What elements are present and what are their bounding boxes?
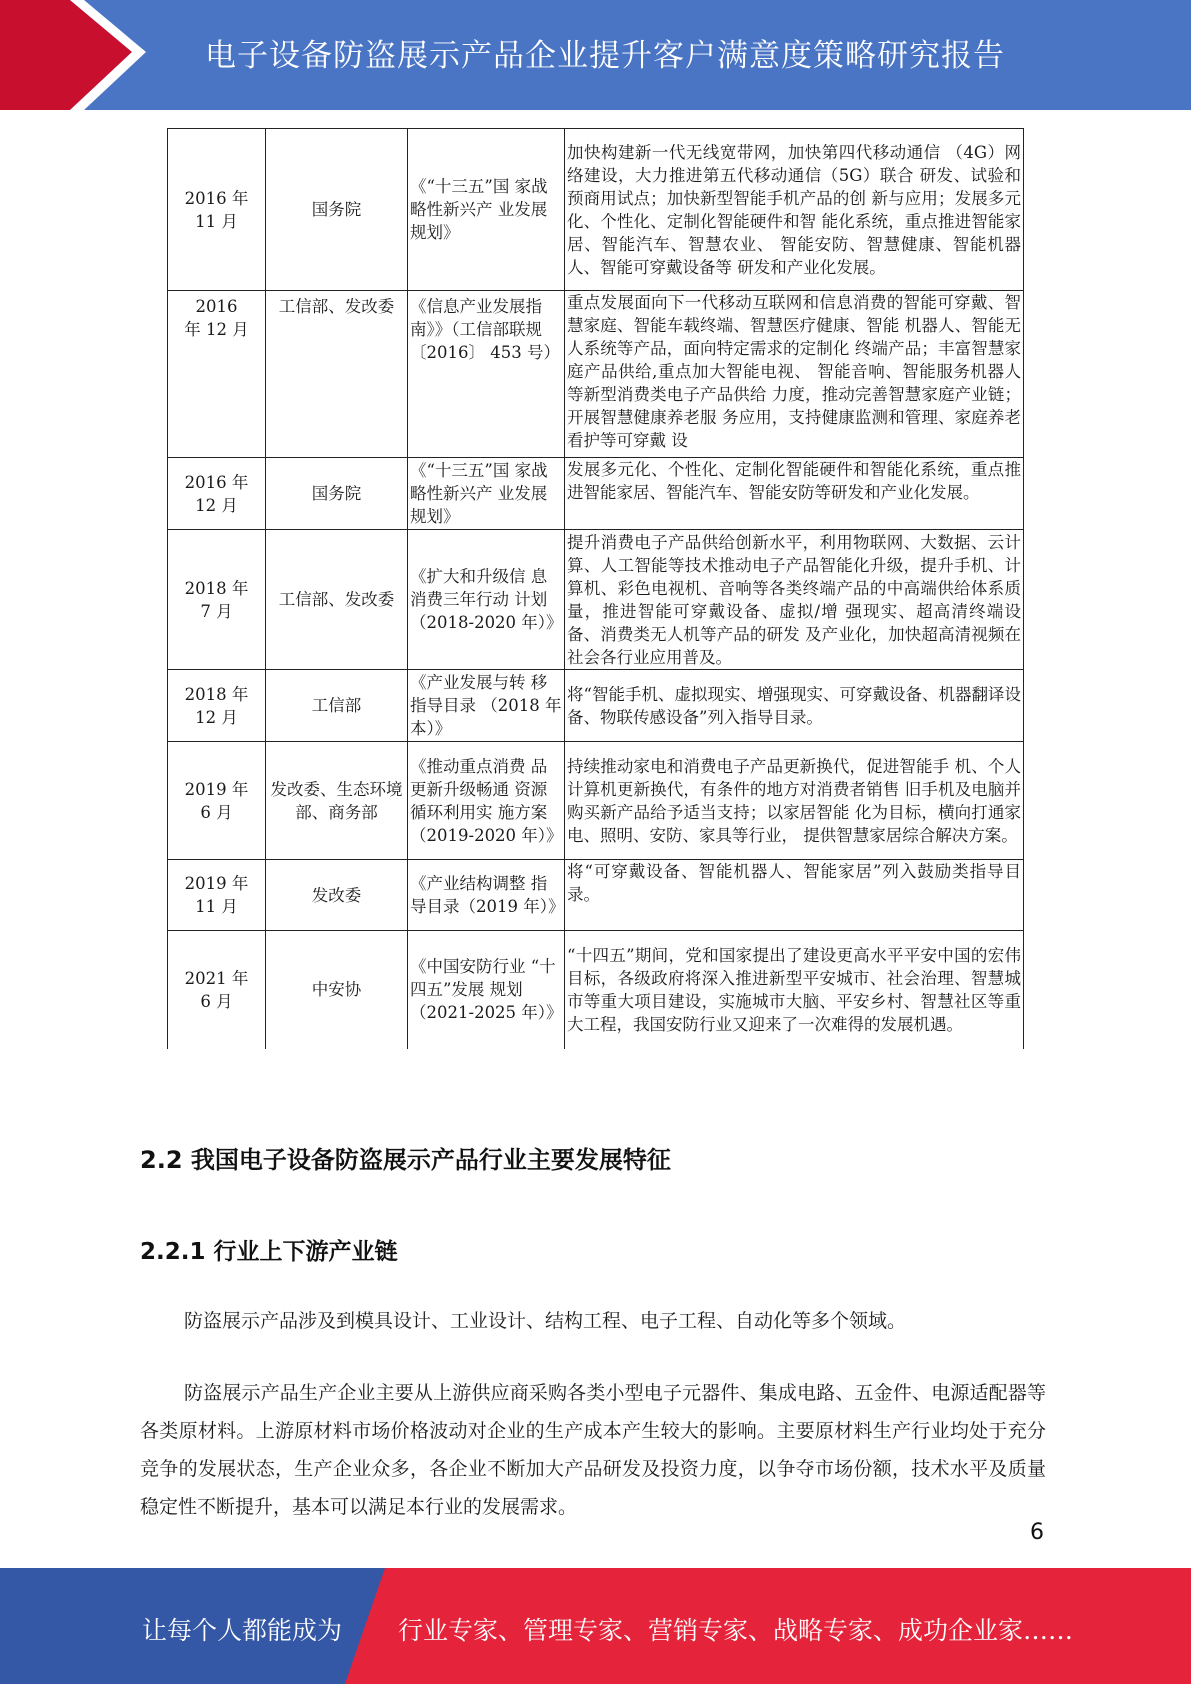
- section-heading: 2.2 我国电子设备防盗展示产品行业主要发展特征: [140, 1146, 671, 1174]
- policy-content: 持续推动家电和消费电子产品更新换代，促进智能手 机、个人计算机更新换代，有条件的地方对消费者销售 旧手机及电脑并购买新产品给予适当支持；以家居智能 化为目标，横向打通家电、照明、安防、家具等行业， 提供智慧家居综合解决方案。: [565, 742, 1024, 860]
- table-row: [168, 670, 1024, 742]
- policy-issuer: 发改委、生态环境部、商务部: [266, 742, 408, 860]
- body-paragraph: 防盗展示产品生产企业主要从上游供应商采购各类小型电子元器件、集成电路、五金件、电源适配器等各类原材料。上游原材料市场价格波动对企业的生产成本产生较大的影响。主要原材料生产行业均处于充分竞争的发展状态，生产企业众多，各企业不断加大产品研发及投资力度，以争夺市场份额，技术水平及质量稳定性不断提升，基本可以满足本行业的发展需求。: [140, 1382, 1046, 1518]
- policy-issuer: 国务院: [266, 458, 408, 530]
- policy-document: 《扩大和升级信 息消费三年行动 计划（2018-2020 年）》: [408, 530, 565, 670]
- policy-table: [167, 128, 1024, 1049]
- policy-issuer: 工信部: [266, 670, 408, 742]
- policy-content: “十四五”期间，党和国家提出了建设更高水平平安中国的宏伟目标，各级政府将深入推进新型平安城市、社会治理、智慧城市等重大项目建设，实施城市大脑、平安乡村、智慧社区等重大工程，我国安防行业又迎来了一次难得的发展机遇。: [565, 931, 1024, 1049]
- policy-document: 《信息产业发展指南》》（工信部联规〔2016〕 453 号）: [408, 291, 565, 458]
- page-number: 6: [1030, 1520, 1044, 1545]
- table-row: [168, 742, 1024, 860]
- table-row: [168, 458, 1024, 530]
- policy-issuer: 发改委: [266, 860, 408, 931]
- policy-document: 《推动重点消费 品更新升级畅通 资源循环利用实 施方案（2019-2020 年）》: [408, 742, 565, 860]
- table-row: [168, 530, 1024, 670]
- table-row: [168, 129, 1024, 291]
- policy-content: 发展多元化、个性化、定制化智能硬件和智能化系统，重点推进智能家居、智能汽车、智能安防等研发和产业化发展。: [565, 458, 1024, 530]
- policy-date: 2016 年 12 月: [168, 291, 266, 458]
- table-row: [168, 931, 1024, 1049]
- policy-issuer: 工信部、发改委: [266, 291, 408, 458]
- policy-content: 提升消费电子产品供给创新水平，利用物联网、大数据、云计算、人工智能等技术推动电子产品智能化升级，提升手机、计算机、彩色电视机、音响等各类终端产品的中高端供给体系质量，推进智能可穿戴设备、虚拟/增 强现实、超高清终端设备、消费类无人机等产品的研发 及产业化，加快超高清视频在社会各行业应用普及。: [565, 530, 1024, 670]
- table-row: [168, 291, 1024, 458]
- subsection-heading: 2.2.1 行业上下游产业链: [140, 1239, 398, 1265]
- policy-date: 2019 年 11 月: [168, 860, 266, 931]
- footer-slogan-left: 让每个人都能成为: [142, 1616, 343, 1645]
- policy-date: 2016 年 12 月: [168, 458, 266, 530]
- policy-date: 2021 年 6 月: [168, 931, 266, 1049]
- policy-document: 《“十三五”国 家战略性新兴产 业发展规划》: [408, 458, 565, 530]
- body-paragraph: 防盗展示产品涉及到模具设计、工业设计、结构工程、电子工程、自动化等多个领域。: [184, 1310, 907, 1332]
- policy-document: 《“十三五”国 家战略性新兴产 业发展规划》: [408, 129, 565, 291]
- policy-content: 将“智能手机、虚拟现实、增强现实、可穿戴设备、机器翻译设备、物联传感设备”列入指导目录。: [565, 670, 1024, 742]
- footer-slogan-right: 行业专家、管理专家、营销专家、战略专家、成功企业家……: [398, 1616, 1074, 1645]
- policy-date: 2019 年 6 月: [168, 742, 266, 860]
- policy-document: 《产业结构调整 指导目录（2019 年）》: [408, 860, 565, 931]
- policy-issuer: 工信部、发改委: [266, 530, 408, 670]
- policy-date: 2016 年 11 月: [168, 129, 266, 291]
- report-title: 电子设备防盗展示产品企业提升客户满意度策略研究报告: [205, 38, 1005, 74]
- page-header: [0, 0, 1191, 110]
- policy-issuer: 国务院: [266, 129, 408, 291]
- policy-document: 《中国安防行业 “十四五”发展 规划（2021-2025 年）》: [408, 931, 565, 1049]
- policy-content: 重点发展面向下一代移动互联网和信息消费的智能可穿戴、智慧家庭、智能车载终端、智慧医疗健康、智能 机器人、智能无人系统等产品，面向特定需求的定制化 终端产品；丰富智慧家庭产品供给,重点加大智能电视、 智能音响、智能服务机器人等新型消费类电子产品供给 力度，推动完善智慧家庭产业链；开展智慧健康养老服 务应用，支持健康监测和管理、家庭养老看护等可穿戴 设: [565, 291, 1024, 458]
- policy-issuer: 中安协: [266, 931, 408, 1049]
- policy-content: 加快构建新一代无线宽带网，加快第四代移动通信 （4G）网络建设，大力推进第五代移动通信（5G）联合 研发、试验和预商用试点；加快新型智能手机产品的创 新与应用；发展多元化、个性化、定制化智能硬件和智 能化系统，重点推进智能家居、智能汽车、智慧农业、 智能安防、智慧健康、智能机器人、智能可穿戴设备等 研发和产业化发展。: [565, 129, 1024, 291]
- policy-content: 将“可穿戴设备、智能机器人、智能家居”列入鼓励类指导目录。: [565, 860, 1024, 931]
- policy-document: 《产业发展与转 移指导目录 （2018 年本）》: [408, 670, 565, 742]
- policy-date: 2018 年 7 月: [168, 530, 266, 670]
- table-row: [168, 860, 1024, 931]
- page-footer: [0, 1568, 1191, 1684]
- policy-date: 2018 年 12 月: [168, 670, 266, 742]
